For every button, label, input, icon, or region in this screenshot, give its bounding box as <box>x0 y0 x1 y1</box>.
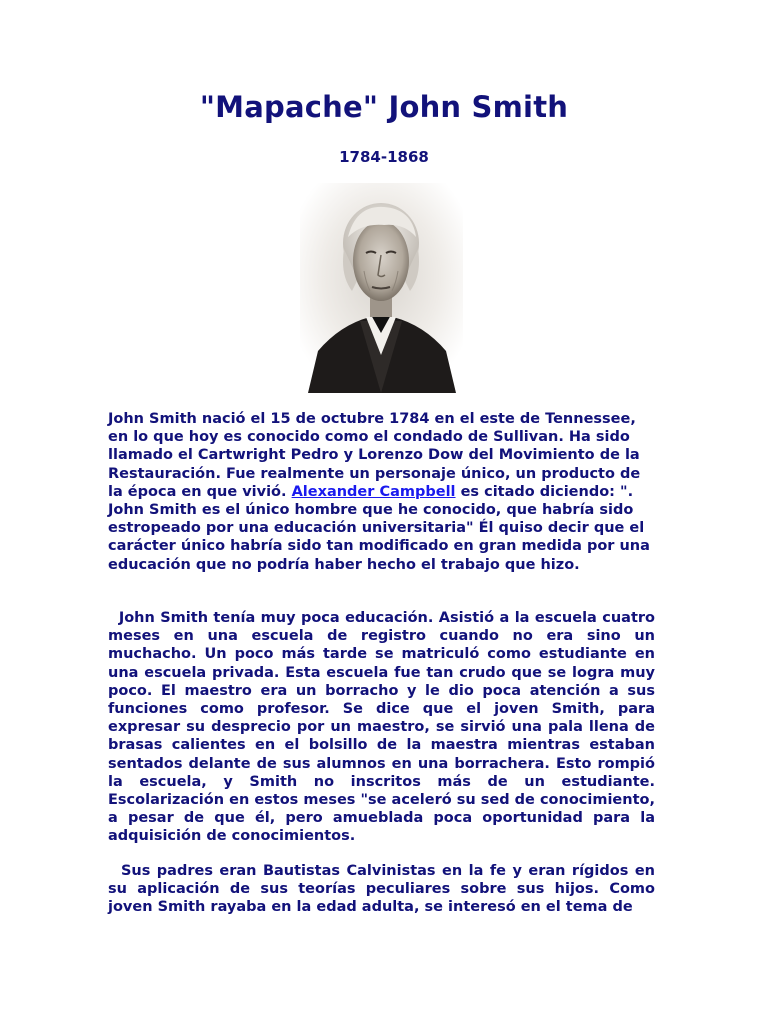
alexander-campbell-link[interactable]: Alexander Campbell <box>291 483 456 500</box>
paragraph-3 <box>108 862 655 917</box>
paragraph-2-text: John Smith tenía muy poca educación. Asistió a la escuela cuatro meses en una escuela de registro cuando no era sino un muchacho. Un poco más tarde se matriculó como estudiante en una escuela privada. Esta escuela fue tan crudo que se logra muy poco. El maestro era un borracho y le dio poca atención a sus funciones como profesor. Se dice que el joven Smith, para expresar su desprecio por un maestro, se sirvió una pala llena de brasas calientes en el bolsillo de la maestra mientras estaban sentados delante de sus alumnos en una borrachera. Esto rompió la escuela, y Smith no inscritos más de un estudiante. Escolarización en estos meses "se aceleró su sed de conocimiento, a pesar de que él, pero amueblada poca oportunidad para la adquisición de conocimientos. <box>108 610 655 845</box>
paragraph-1-text-a: John Smith nació el 15 de octubre 1784 en el este de Tennessee, en lo que hoy es conocido como el condado de Sullivan. Ha sido llamado el Cartwright Pedro y Lorenzo Dow del Movimiento de la Restauración. Fue realmente un personaje único, un producto de la época en que vivió. <box>108 411 641 500</box>
paragraph-2 <box>108 609 655 846</box>
paragraph-3-text: Sus padres eran Bautistas Calvinistas en la fe y eran rígidos en su aplicación de sus teorías peculiares sobre sus hijos. Como joven Smith rayaba en la edad adulta, se interesó en el tema de <box>108 863 655 916</box>
page-title: "Mapache" John Smith <box>199 90 569 124</box>
life-dates: 1784-1868 <box>339 148 429 166</box>
portrait-image <box>300 183 463 393</box>
paragraph-1-text-b: es citado diciendo: ". John Smith es el único hombre que he conocido, que habría sido estropeado por una educación universitaria" Él quiso decir que el carácter único habría sido tan modificado en gran medida por una educación que no podría haber hecho el trabajo que hizo. <box>108 483 650 573</box>
paragraph-1 <box>108 410 655 574</box>
